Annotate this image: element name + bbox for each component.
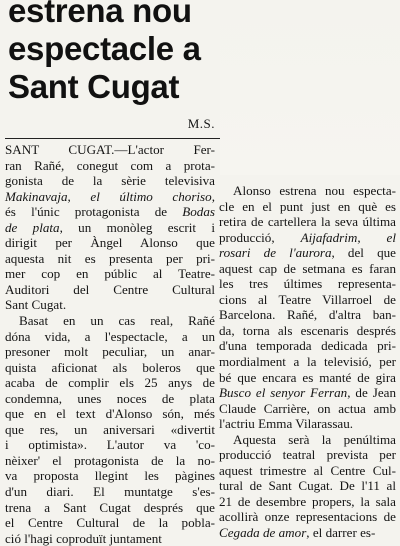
text-line bbox=[5, 189, 215, 205]
text-run: , un monòleg escrit i bbox=[59, 219, 215, 235]
text-run: , el darrer es- bbox=[306, 525, 376, 541]
text-line: d'una temporada dedicada pri- bbox=[219, 338, 396, 354]
text-line: Sant Cugat. bbox=[5, 297, 67, 313]
text-line: que res, un aniversari «divertit bbox=[5, 421, 215, 437]
text-run: producció, bbox=[219, 229, 301, 245]
text-line: Barcelona. Rañé, d'altra ban- bbox=[219, 307, 396, 323]
text-line: ció l'hagi coproduït juntament bbox=[5, 530, 162, 546]
text-line: trena a Sant Cugat després que bbox=[5, 499, 215, 515]
headline-line-2: espectacle a bbox=[8, 30, 201, 67]
text-line: l'actriu Emma Vilarassau. bbox=[219, 416, 354, 432]
text-line: condemna, unes noces de plata bbox=[5, 390, 215, 406]
text-line: gonista de la sèrie televisiva bbox=[5, 173, 215, 189]
text-line: retira de cartellera la seva última bbox=[219, 214, 396, 230]
text-line: va proposta llegint les pàgines bbox=[5, 468, 215, 484]
text-line bbox=[5, 204, 215, 220]
paragraph-1 bbox=[5, 142, 215, 313]
text-line bbox=[219, 385, 396, 401]
italic-title: Bodas bbox=[182, 204, 215, 220]
text-line bbox=[219, 230, 396, 246]
headline-line-1: estrena nou bbox=[8, 0, 192, 29]
italic-title: Aijafadrim, el bbox=[300, 229, 396, 245]
text-line: aquest trimestre al Centre Cul- bbox=[219, 462, 396, 478]
text-line: Aquesta serà la penúltima bbox=[233, 431, 396, 447]
italic-title: rosari de l'aurora bbox=[219, 245, 332, 261]
headline-line-3: Sant Cugat bbox=[8, 68, 180, 105]
text-line: nèixer' el protagonista de la no- bbox=[5, 452, 215, 468]
article-column-1 bbox=[5, 142, 215, 546]
text-line bbox=[5, 220, 215, 236]
text-line: aquest cap de setmana es faran bbox=[219, 260, 396, 276]
text-run: , bbox=[211, 188, 215, 204]
text-line: presoner molt peculiar, un anar- bbox=[5, 344, 215, 360]
text-line: mordialment a la televisió, per bbox=[219, 354, 396, 370]
text-line: d'un diari. El muntatge s'es- bbox=[5, 484, 215, 500]
text-line bbox=[219, 245, 396, 261]
italic-title: Busco el senyor Ferran bbox=[219, 385, 348, 401]
text-line: dóna vida, a l'espectacle, a un bbox=[5, 328, 215, 344]
paragraph-2 bbox=[5, 313, 215, 546]
text-line: i optimista». L'autor va 'co- bbox=[5, 437, 215, 453]
paragraph-3 bbox=[219, 183, 396, 432]
text-line: quista aficionat als boleros que bbox=[5, 359, 215, 375]
text-line: mer cop en públic al Teatre- bbox=[5, 266, 215, 282]
text-line: dirigit per Àngel Alonso que bbox=[5, 235, 215, 251]
text-run: és l'únic protagonista de bbox=[5, 204, 183, 220]
text-line: producció teatral prevista per bbox=[219, 447, 396, 463]
text-line: ran Rañé, conegut com a prota- bbox=[5, 157, 215, 173]
byline: M.S. bbox=[187, 116, 215, 131]
text-line: cle en el punt just en què es bbox=[219, 198, 396, 214]
text-line: SANT CUGAT.—L'actor Fer- bbox=[5, 142, 215, 157]
headline bbox=[8, 0, 248, 106]
divider-rule bbox=[5, 138, 220, 139]
text-run: , del que bbox=[331, 245, 396, 261]
text-line: que en el text d'Alonso són, més bbox=[5, 406, 215, 422]
text-line: acaba de complir els 25 anys de bbox=[5, 375, 215, 391]
text-line: Basat en un cas real, Rañé bbox=[19, 313, 215, 329]
italic-title: Makinavaja, el último choriso bbox=[5, 188, 212, 204]
text-line: 21 de desembre propers, la sala bbox=[219, 493, 396, 509]
text-line: tural de Sant Cugat. De l'11 al bbox=[219, 478, 396, 494]
text-line: Auditori del Centre Cultural bbox=[5, 281, 215, 297]
text-line bbox=[219, 525, 396, 541]
text-line: les tres últimes representa- bbox=[219, 276, 396, 292]
article-column-2 bbox=[219, 183, 396, 541]
paragraph-4 bbox=[219, 432, 396, 541]
text-line: bé que encara es manté de gira bbox=[219, 369, 396, 385]
text-line: Alonso estrena nou especta- bbox=[233, 183, 396, 198]
text-line: cions al Teatre Villarroel de bbox=[219, 291, 396, 307]
italic-title: de plata bbox=[5, 219, 60, 235]
text-line: aquesta nit es presenta per pri- bbox=[5, 250, 215, 266]
text-line: da, torna als escenaris després bbox=[219, 322, 396, 338]
text-line: acollirà onze representacions de bbox=[219, 509, 396, 525]
text-run: , de Jean bbox=[347, 385, 396, 401]
text-line: el Centre Cultural de la pobla- bbox=[5, 515, 215, 531]
text-line: Claude Carrière, on actua amb bbox=[219, 400, 396, 416]
italic-title: Cegada de amor bbox=[219, 525, 307, 541]
